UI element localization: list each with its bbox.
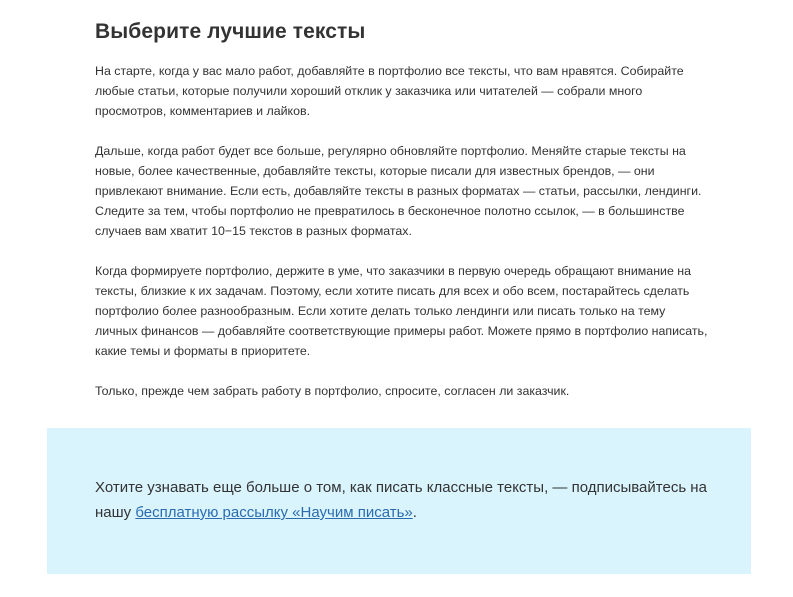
callout-text-after: . <box>412 504 417 521</box>
paragraph-3: Когда формируете портфолио, держите в уме, что заказчики в первую очередь обращают внимание на тексты, близкие к их задачам. Поэтому, если хотите писать для всех и обо всем, постарайтесь сделать портфолио более разнообразным. Если хотите делать только лендинги или писать только на тему личных финансов — добавляйте соответствующие примеры работ. Можете прямо в портфолио написать, какие темы и форматы в приоритете. <box>95 264 708 358</box>
newsletter-subscribe-link[interactable]: бесплатную рассылку «Научим писать» <box>135 504 413 521</box>
paragraph-1: На старте, когда у вас мало работ, добавляйте в портфолио все тексты, что вам нравятся. Собирайте любые статьи, которые получили хороший отклик у заказчика или читателей — собрали много просмотров, комментариев и лайков. <box>95 64 684 118</box>
newsletter-callout-text <box>95 475 715 525</box>
article-title: Выберите лучшие тексты <box>95 20 366 43</box>
paragraph-4: Только, прежде чем забрать работу в портфолио, спросите, согласен ли заказчик. <box>95 384 570 398</box>
paragraph-2: Дальше, когда работ будет все больше, регулярно обновляйте портфолио. Меняйте старые тексты на новые, более качественные, добавляйте тексты, которые писали для известных брендов, — они привлекают внимание. Если есть, добавляйте тексты в разных форматах — статьи, рассылки, лендинги. Следите за тем, чтобы портфолио не превратилось в бесконечное полотно ссылок, — в большинстве случаев вам хватит 10−15 текстов в разных форматах. <box>95 144 702 238</box>
callout-text-before: Хотите узнавать еще больше о том, как писать классные тексты, — подписывайтесь на нашу <box>95 479 707 521</box>
article <box>95 18 710 401</box>
newsletter-callout <box>47 428 751 574</box>
